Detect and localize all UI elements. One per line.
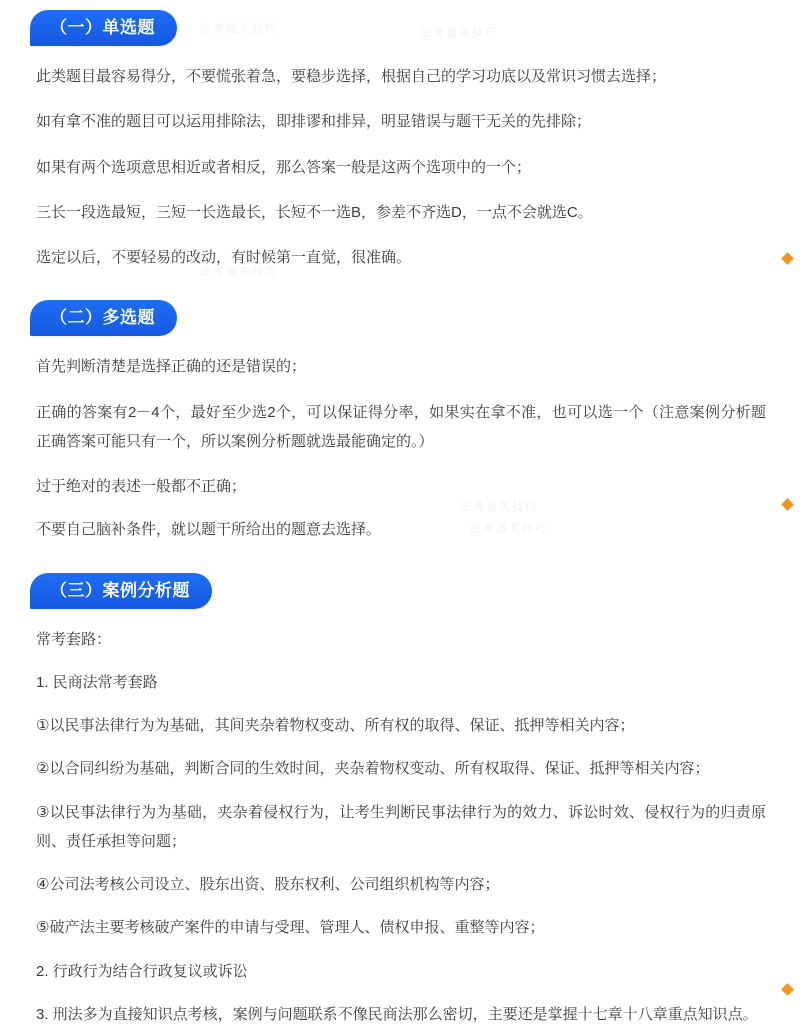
section-heading-case-analysis: （三）案例分析题	[30, 573, 212, 609]
section-heading-single-choice: （一）单选题	[30, 10, 177, 46]
paragraph: 三长一段选最短，三短一长选最长，长短不一选B，参差不齐选D，一点不会就选C。	[30, 198, 774, 227]
paragraph: ②以合同纠纷为基础，判断合同的生效时间，夹杂着物权变动、所有权取得、保证、抵押等相关内容；	[30, 754, 774, 783]
paragraph: ⑤破产法主要考核破产案件的申请与受理、管理人、债权申报、重整等内容；	[30, 913, 774, 942]
section-1-body	[30, 62, 774, 272]
faint-watermark: 法考通关技巧	[460, 498, 538, 514]
paragraph: 3. 刑法多为直接知识点考核，案例与问题联系不像民商法那么密切，主要还是掌握十七章十八章重点知识点。	[30, 1000, 774, 1029]
faint-watermark: 法考通关技巧	[200, 263, 278, 279]
paragraph: 如果有两个选项意思相近或者相反，那么答案一般是这两个选项中的一个；	[30, 153, 774, 182]
section-heading-multiple-choice: （二）多选题	[30, 300, 177, 336]
section-3	[30, 573, 774, 609]
paragraph: 不要自己脑补条件，就以题干所给出的题意去选择。	[30, 515, 774, 544]
faint-watermark: 法考通关技巧	[420, 24, 498, 40]
paragraph: 正确的答案有2－4个，最好至少选2个，可以保证得分率，如果实在拿不准，也可以选一个（注意案例分析题正确答案可能只有一个，所以案例分析题就选最能确定的。）	[30, 398, 774, 457]
paragraph: 选定以后，不要轻易的改动，有时候第一直觉，很准确。	[30, 243, 774, 272]
paragraph: 此类题目最容易得分，不要慌张着急，要稳步选择，根据自己的学习功底以及常识习惯去选择；	[30, 62, 774, 91]
paragraph: 2. 行政行为结合行政复议或诉讼	[30, 957, 774, 986]
paragraph: ④公司法考核公司设立、股东出资、股东权利、公司组织机构等内容；	[30, 870, 774, 899]
document-page	[0, 10, 804, 1000]
paragraph: 1. 民商法常考套路	[30, 668, 774, 697]
faint-watermark: 法考通关技巧	[470, 520, 548, 536]
paragraph: ①以民事法律行为为基础，其间夹杂着物权变动、所有权的取得、保证、抵押等相关内容；	[30, 711, 774, 740]
section-2	[30, 300, 774, 336]
section-2-body	[30, 352, 774, 544]
paragraph: ③以民事法律行为为基础，夹杂着侵权行为，让考生判断民事法律行为的效力、诉讼时效、侵权行为的归责原则、责任承担等问题；	[30, 798, 774, 857]
faint-watermark: 法考通关技巧	[200, 20, 278, 36]
section-1	[30, 10, 774, 46]
paragraph: 如有拿不准的题目可以运用排除法，即排谬和排异，明显错误与题干无关的先排除；	[30, 107, 774, 136]
diamond-marker-icon	[781, 252, 794, 265]
paragraph: 常考套路：	[30, 625, 774, 654]
paragraph: 首先判断清楚是选择正确的还是错误的；	[30, 352, 774, 381]
section-3-body	[30, 625, 774, 1029]
diamond-marker-icon	[781, 498, 794, 511]
paragraph: 过于绝对的表述一般都不正确；	[30, 472, 774, 501]
